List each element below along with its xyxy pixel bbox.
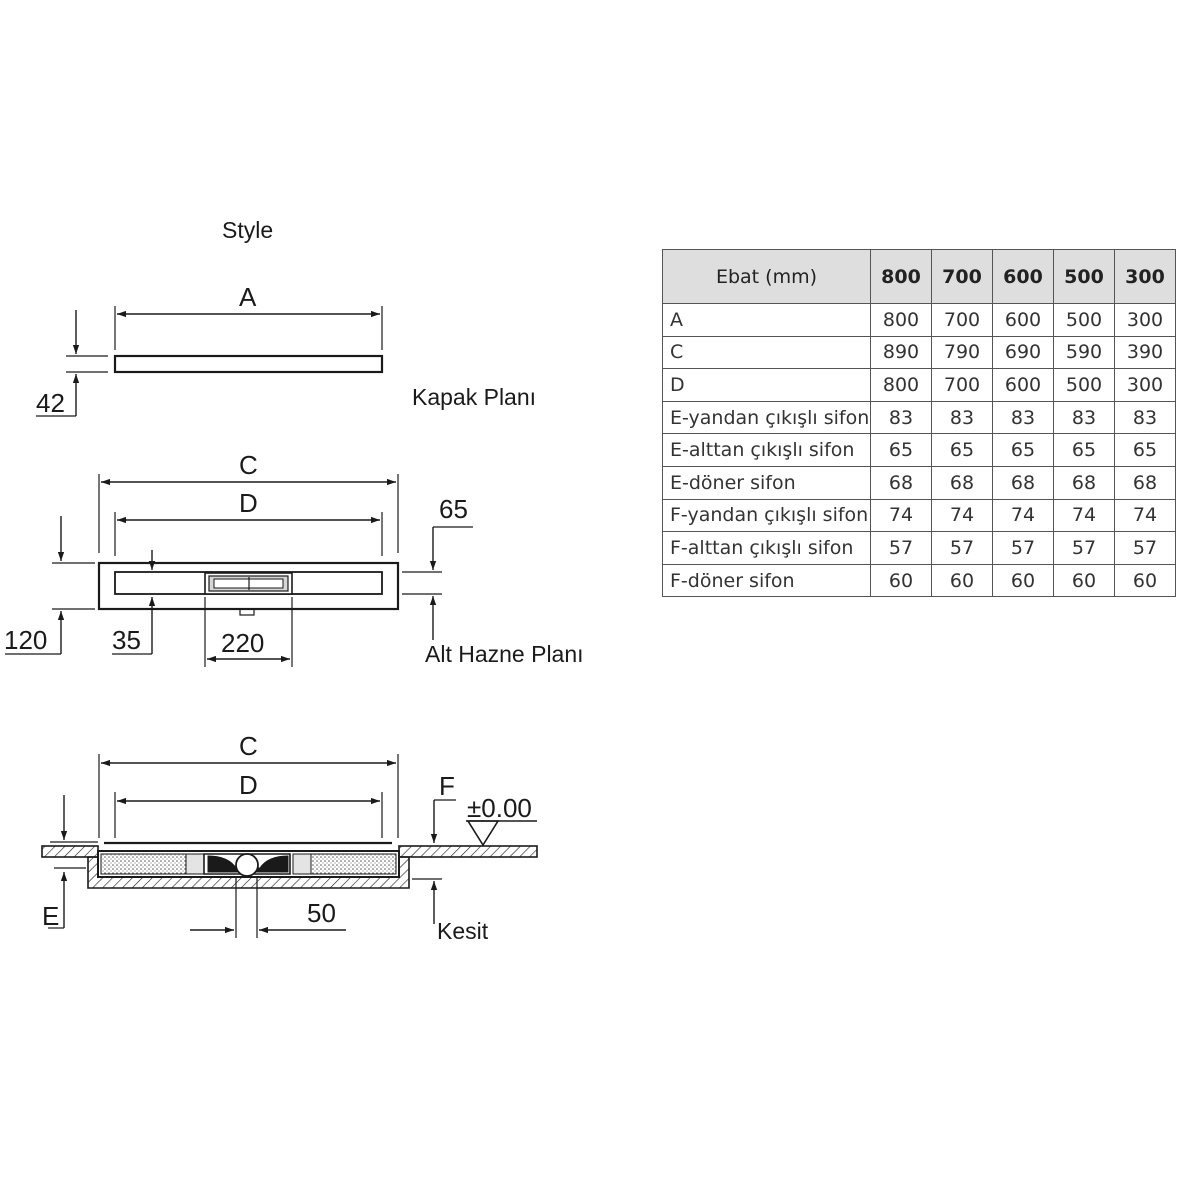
- chamber-inner-height-label: 35: [112, 625, 141, 655]
- table-cell: 690: [993, 336, 1054, 369]
- section-view-title: Kesit: [437, 918, 489, 944]
- table-cell: 68: [932, 466, 993, 499]
- table-cell: 74: [1054, 499, 1115, 532]
- table-row: [663, 499, 1176, 532]
- table-cell: 68: [1054, 466, 1115, 499]
- row-label: F-alttan çıkışlı sifon: [663, 532, 871, 565]
- floor-slab-left: [42, 846, 98, 857]
- table-row: [663, 466, 1176, 499]
- table-cell: 57: [1054, 532, 1115, 565]
- table-header-row: [663, 250, 1176, 304]
- table-row: [663, 336, 1176, 369]
- table-cell: 65: [1054, 434, 1115, 467]
- cover-width-label: A: [239, 282, 257, 312]
- table-cell: 300: [1115, 304, 1176, 337]
- table-cell: 57: [1115, 532, 1176, 565]
- table-row: [663, 401, 1176, 434]
- section-depth-label: E: [42, 901, 60, 931]
- table-cell: 60: [1054, 564, 1115, 597]
- cover-thickness-label: 42: [36, 388, 65, 418]
- table-cell: 300: [1115, 369, 1176, 402]
- level-marker-triangle: [468, 821, 498, 845]
- chamber-plan-title: Alt Hazne Planı: [425, 641, 584, 667]
- floor-slab-right: [399, 846, 537, 857]
- cover-plan-view: [36, 306, 382, 416]
- row-label: F-yandan çıkışlı sifon: [663, 499, 871, 532]
- table-cell: 83: [932, 401, 993, 434]
- table-cell: 57: [871, 532, 932, 565]
- section-view: [42, 754, 537, 938]
- table-cell: 83: [1115, 401, 1176, 434]
- chamber-outer-label: C: [239, 450, 258, 480]
- table-cell: 83: [871, 401, 932, 434]
- row-label: E-alttan çıkışlı sifon: [663, 434, 871, 467]
- row-label: E-yandan çıkışlı sifon: [663, 401, 871, 434]
- cover-plate: [115, 356, 382, 372]
- section-level-label: ±0.00: [467, 793, 532, 823]
- section-outer-label: C: [239, 731, 258, 761]
- section-right-label: F: [439, 771, 455, 801]
- section-inner-label: D: [239, 770, 258, 800]
- table-cell: 65: [932, 434, 993, 467]
- table-cell: 60: [932, 564, 993, 597]
- table-cell: 68: [1115, 466, 1176, 499]
- table-cell: 65: [1115, 434, 1176, 467]
- table-cell: 800: [871, 369, 932, 402]
- table-cell: 74: [871, 499, 932, 532]
- header-col-800: 800: [871, 250, 932, 304]
- screed-right: [311, 854, 396, 874]
- table-cell: 57: [993, 532, 1054, 565]
- table-cell: 68: [871, 466, 932, 499]
- row-label: D: [663, 369, 871, 402]
- table-cell: 74: [932, 499, 993, 532]
- table-cell: 68: [993, 466, 1054, 499]
- header-col-300: 300: [1115, 250, 1176, 304]
- table-cell: 700: [932, 304, 993, 337]
- chamber-right-label: 65: [439, 494, 468, 524]
- table-cell: 83: [993, 401, 1054, 434]
- table-cell: 74: [993, 499, 1054, 532]
- drawing-title: Style: [222, 217, 274, 243]
- dimension-table: [662, 249, 1176, 597]
- table-row: [663, 304, 1176, 337]
- table-row: [663, 532, 1176, 565]
- row-label: C: [663, 336, 871, 369]
- table-cell: 57: [932, 532, 993, 565]
- table-cell: 83: [1054, 401, 1115, 434]
- table-cell: 890: [871, 336, 932, 369]
- chamber-drain-label: 220: [221, 628, 265, 658]
- table-cell: 500: [1054, 369, 1115, 402]
- table-cell: 74: [1115, 499, 1176, 532]
- chamber-height-label: 120: [4, 625, 48, 655]
- table-cell: 65: [871, 434, 932, 467]
- table-row: [663, 564, 1176, 597]
- table-cell: 700: [932, 369, 993, 402]
- row-label: F-döner sifon: [663, 564, 871, 597]
- table-cell: 600: [993, 304, 1054, 337]
- table-cell: 790: [932, 336, 993, 369]
- row-label: A: [663, 304, 871, 337]
- table-cell: 800: [871, 304, 932, 337]
- header-ebat: Ebat (mm): [663, 250, 871, 304]
- table-cell: 390: [1115, 336, 1176, 369]
- section-drain-offset-label: 50: [307, 898, 336, 928]
- row-label: E-döner sifon: [663, 466, 871, 499]
- header-col-500: 500: [1054, 250, 1115, 304]
- table-row: [663, 369, 1176, 402]
- table-cell: 65: [993, 434, 1054, 467]
- table-cell: 60: [993, 564, 1054, 597]
- header-col-700: 700: [932, 250, 993, 304]
- table-cell: 60: [1115, 564, 1176, 597]
- table-cell: 600: [993, 369, 1054, 402]
- chamber-inner-label: D: [239, 488, 258, 518]
- table-row: [663, 434, 1176, 467]
- screed-left: [101, 854, 186, 874]
- cover-plan-title: Kapak Planı: [412, 384, 537, 410]
- header-col-600: 600: [993, 250, 1054, 304]
- table-cell: 590: [1054, 336, 1115, 369]
- table-cell: 500: [1054, 304, 1115, 337]
- table-cell: 60: [871, 564, 932, 597]
